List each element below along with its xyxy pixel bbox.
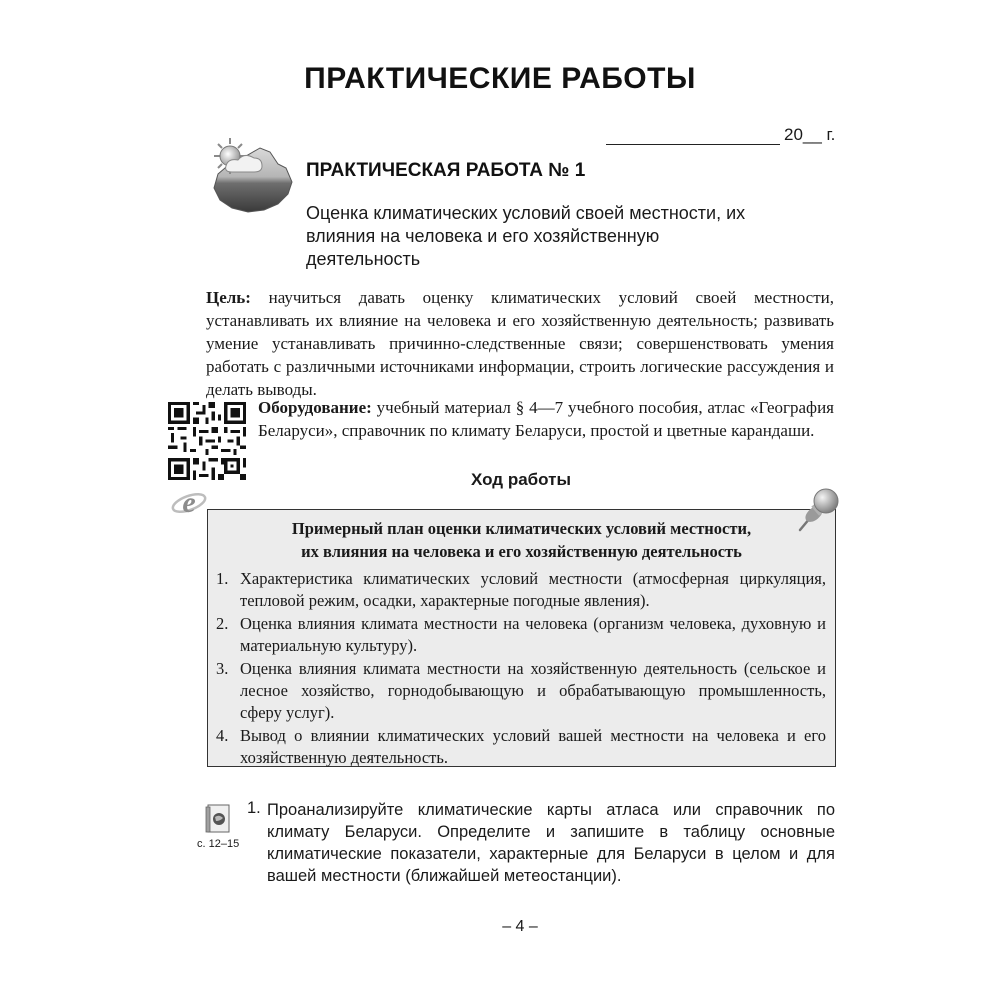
course-heading: Ход работы: [471, 470, 571, 489]
plan-title-line-1: Примерный план оценки климатических условий местности,: [291, 519, 752, 538]
plan-title-line-2: их влияния на человека и его хозяйственную деятельность: [301, 542, 742, 561]
plan-item: [216, 568, 826, 612]
plan-item-text: Характеристика климатических условий местности (атмосферная циркуляция, тепловой режим, осадки, характерные погодные явления).: [240, 569, 826, 610]
goal-paragraph: [206, 286, 834, 401]
plan-item-text: Оценка влияния климата местности на хозяйственную деятельность (сельское и лесное хозяйство, горнодобывающую и обрабатывающую промышленность, сферу услуг).: [240, 659, 826, 722]
plan-item: [216, 658, 826, 724]
plan-list: [216, 568, 826, 770]
weather-map-icon: [208, 134, 300, 222]
work-topic: Оценка климатических условий своей местности, их влияния на человека и его хозяйственную деятельность: [306, 203, 746, 269]
ie-browser-icon[interactable]: [170, 486, 208, 520]
equipment-label: Оборудование:: [258, 398, 372, 417]
date-field: [606, 125, 834, 151]
page-title: ПРАКТИЧЕСКИЕ РАБОТЫ: [304, 62, 696, 95]
task-text: Проанализируйте климатические карты атласа или справочник по климату Беларуси. Определите и запишите в таблицу основные климатические показатели, характерные для Беларуси в целом и для вашей местности (ближайшей метеостанции).: [267, 801, 835, 885]
qr-code[interactable]: [168, 402, 246, 480]
plan-item: [216, 725, 826, 769]
page-number: – 4 –: [502, 918, 538, 935]
plan-item-number: 4.: [216, 726, 229, 745]
plan-item-number: 1.: [216, 569, 229, 588]
atlas-book-icon: [205, 804, 231, 834]
plan-item-text: Оценка влияния климата местности на человека (организм человека, духовную и материальную культуру).: [240, 614, 826, 655]
date-blank-line: [606, 144, 780, 145]
atlas-page-reference: с. 12–15: [197, 838, 240, 850]
goal-label: Цель:: [206, 288, 251, 307]
pushpin-icon: [794, 486, 842, 534]
equipment-paragraph: [258, 396, 834, 442]
plan-title: [208, 517, 835, 563]
plan-item-number: 2.: [216, 614, 229, 633]
goal-text: научиться давать оценку климатических условий своей местности, устанавливать их влияние на человека и его хозяйственную деятельность; развивать умение устанавливать причинно-следственные связи; совершенствовать умения работать с различными источниками информации, строить логические рассуждения и делать выводы.: [206, 288, 834, 399]
plan-item-number: 3.: [216, 659, 229, 678]
date-suffix: 20__ г.: [784, 125, 836, 144]
svg-text:e: e: [182, 486, 196, 519]
plan-item: [216, 613, 826, 657]
plan-item-text: Вывод о влиянии климатических условий вашей местности на человека и его хозяйственную деятельность.: [240, 726, 826, 767]
task-number: 1.: [247, 799, 261, 817]
equipment-text: учебный материал § 4—7 учебного пособия, атлас «География Беларуси», справочник по климату Беларуси, простой и цветные карандаши.: [258, 398, 834, 440]
work-title: ПРАКТИЧЕСКАЯ РАБОТА № 1: [306, 160, 586, 181]
plan-box: [207, 509, 836, 767]
